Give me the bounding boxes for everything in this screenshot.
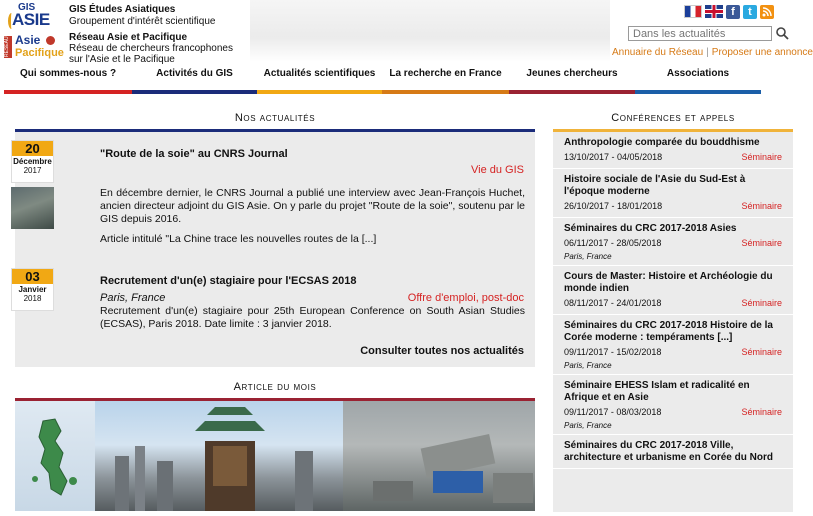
logo-gis-text: GIS: [18, 2, 36, 13]
slum-roofs-image: [343, 401, 535, 511]
nav-label: Activités du GIS: [156, 68, 233, 79]
nav-item-actualites-scientifiques[interactable]: [257, 62, 382, 96]
rss-icon[interactable]: [760, 5, 774, 19]
conference-type[interactable]: Séminaire: [741, 152, 782, 162]
search-icon[interactable]: [775, 26, 790, 41]
logo-pacifique-text: Pacifique: [15, 47, 64, 59]
conference-place: Paris, France: [564, 421, 612, 430]
flag-fr-icon[interactable]: [684, 5, 702, 18]
nav-item-activites-du-gis[interactable]: [132, 62, 257, 96]
proposer-annonce-link[interactable]: Proposer une annonce: [711, 47, 813, 58]
article-du-mois-title: Article du mois: [233, 381, 317, 393]
news-item: [15, 140, 535, 250]
conference-meta: [564, 298, 782, 310]
conference-place: Paris, France: [564, 361, 612, 370]
conference-item[interactable]: [553, 218, 793, 266]
nav-label: Qui sommes-nous ?: [19, 68, 117, 79]
nav-label: Actualités scientifiques: [263, 68, 376, 79]
org-gis-subtitle: Groupement d'intérêt scientifique: [69, 16, 216, 27]
conference-type[interactable]: Séminaire: [741, 201, 782, 211]
conference-type[interactable]: Séminaire: [741, 407, 782, 417]
news-item: [15, 268, 535, 338]
conference-type[interactable]: Séminaire: [741, 298, 782, 308]
annuaire-link[interactable]: Annuaire du Réseau: [612, 47, 704, 58]
conference-type[interactable]: Séminaire: [741, 238, 782, 248]
news-category[interactable]: Offre d'emploi, post-doc: [407, 292, 524, 304]
conference-item[interactable]: [553, 315, 793, 375]
news-place: Paris, France: [100, 292, 166, 304]
conference-dates: 09/11/2017 - 08/03/2018: [564, 407, 662, 417]
facebook-icon[interactable]: f: [726, 5, 740, 19]
all-news-link[interactable]: Consulter toutes nos actualités: [360, 345, 524, 357]
conference-meta: [564, 407, 782, 419]
org-reseau-subtitle-2: sur l'Asie et le Pacifique: [69, 54, 175, 65]
map-image: [15, 401, 95, 511]
conference-item[interactable]: [553, 266, 793, 315]
right-column: [553, 107, 793, 512]
nav-item-associations[interactable]: [635, 62, 761, 96]
header-link-separator: |: [706, 47, 709, 58]
news-title[interactable]: "Route de la soie" au CNRS Journal: [100, 148, 288, 160]
org-gis-block: [69, 4, 215, 28]
nav-label: La recherche en France: [389, 68, 502, 79]
news-date-day: 03: [12, 269, 53, 284]
header-skyline-image: [250, 0, 610, 62]
flag-uk-icon[interactable]: [705, 5, 723, 18]
news-date: [11, 268, 54, 311]
conference-item[interactable]: [553, 435, 793, 469]
city-temple-image: [95, 401, 343, 511]
news-thumbnail-image[interactable]: [11, 187, 54, 229]
news-date-day: 20: [12, 141, 53, 156]
conference-dates: 26/10/2017 - 18/01/2018: [564, 201, 663, 211]
search-input[interactable]: [628, 26, 772, 41]
logo-asie2-text: Asie: [15, 33, 41, 47]
conference-title[interactable]: Cours de Master: Histoire et Archéologie du monde indien: [564, 271, 773, 294]
news-excerpt: Article intitulé "La Chine trace les nouvelles routes de la [...]: [100, 233, 377, 245]
org-reseau-block: [69, 32, 233, 65]
logo-reseau-text: RÉSEAU: [4, 36, 10, 58]
news-date: [11, 140, 54, 183]
site-header: [0, 0, 813, 65]
org-reseau-subtitle-1: Réseau de chercheurs francophones: [69, 43, 233, 54]
nav-item-recherche-en-france[interactable]: [382, 62, 509, 96]
org-reseau-title: Réseau Asie et Pacifique: [69, 32, 188, 43]
article-du-mois-banner[interactable]: [15, 401, 535, 511]
conference-title[interactable]: Séminaires du CRC 2017-2018 Asies: [564, 223, 737, 234]
left-column: [15, 107, 535, 511]
conference-title[interactable]: Séminaires du CRC 2017-2018 Ville, architecture et urbanisme en Corée du Nord: [564, 440, 773, 463]
news-text: Recrutement d'un(e) stagiaire pour 25th European Conference on South Asian Studies (ECSAS), Paris 2018. Date limite : 3 janvier 2018.: [100, 305, 525, 330]
news-date-month: Décembre: [13, 157, 52, 166]
conference-title[interactable]: Séminaires du CRC 2017-2018 Histoire de la Corée moderne : tempéraments [...]: [564, 320, 773, 343]
news-text: En décembre dernier, le CNRS Journal a publié une interview avec Jean-François Huchet, ancien directeur adjoint du GIS Asie. On y parle du projet "Route de la soie", soutenu par le GIS depuis 2016.: [100, 187, 525, 225]
nav-item-jeunes-chercheurs[interactable]: [509, 62, 635, 96]
gis-asie-logo[interactable]: [4, 2, 60, 30]
nav-label: Jeunes chercheurs: [526, 68, 618, 79]
conference-title[interactable]: Séminaire EHESS Islam et radicalité en Afrique et en Asie: [564, 380, 750, 403]
news-section-title: Nos actualités: [234, 112, 316, 124]
conferences-section-title: Conférences et appels: [611, 112, 735, 124]
conference-title[interactable]: Histoire sociale de l'Asie du Sud-Est à l'époque moderne: [564, 174, 746, 197]
conference-meta: [564, 201, 782, 213]
conference-item[interactable]: [553, 169, 793, 218]
conference-place: Paris, France: [564, 252, 612, 261]
org-gis-title: GIS Études Asiatiques: [69, 4, 176, 15]
nav-item-qui-sommes-nous[interactable]: [4, 62, 132, 96]
news-title[interactable]: Recrutement d'un(e) stagiaire pour l'ECSAS 2018: [100, 275, 357, 287]
conference-type[interactable]: Séminaire: [741, 347, 782, 357]
conference-meta: [564, 152, 782, 164]
news-category[interactable]: Vie du GIS: [471, 164, 524, 176]
news-panel: [15, 132, 535, 367]
conference-dates: 09/11/2017 - 15/02/2018: [564, 347, 662, 357]
header-links: [612, 47, 813, 58]
nav-label: Associations: [666, 68, 730, 79]
main-nav: [0, 62, 800, 96]
conference-title[interactable]: Anthropologie comparée du bouddhisme: [564, 137, 760, 148]
conference-dates: 08/11/2017 - 24/01/2018: [564, 298, 662, 308]
twitter-icon[interactable]: t: [743, 5, 757, 19]
conferences-list: [553, 132, 793, 512]
news-date-year: 2017: [23, 166, 42, 175]
conference-dates: 13/10/2017 - 04/05/2018: [564, 152, 663, 162]
news-date-month: Janvier: [18, 285, 47, 294]
reseau-asie-pacifique-logo[interactable]: [4, 32, 62, 62]
logo-asie-text: ASIE: [12, 10, 50, 29]
conference-dates: 06/11/2017 - 28/05/2018: [564, 238, 662, 248]
conference-meta: [564, 238, 782, 250]
conference-item[interactable]: [553, 132, 793, 169]
conference-item[interactable]: [553, 375, 793, 435]
conference-meta: [564, 347, 782, 359]
news-date-year: 2018: [23, 294, 42, 303]
language-social-bar: [684, 5, 774, 19]
